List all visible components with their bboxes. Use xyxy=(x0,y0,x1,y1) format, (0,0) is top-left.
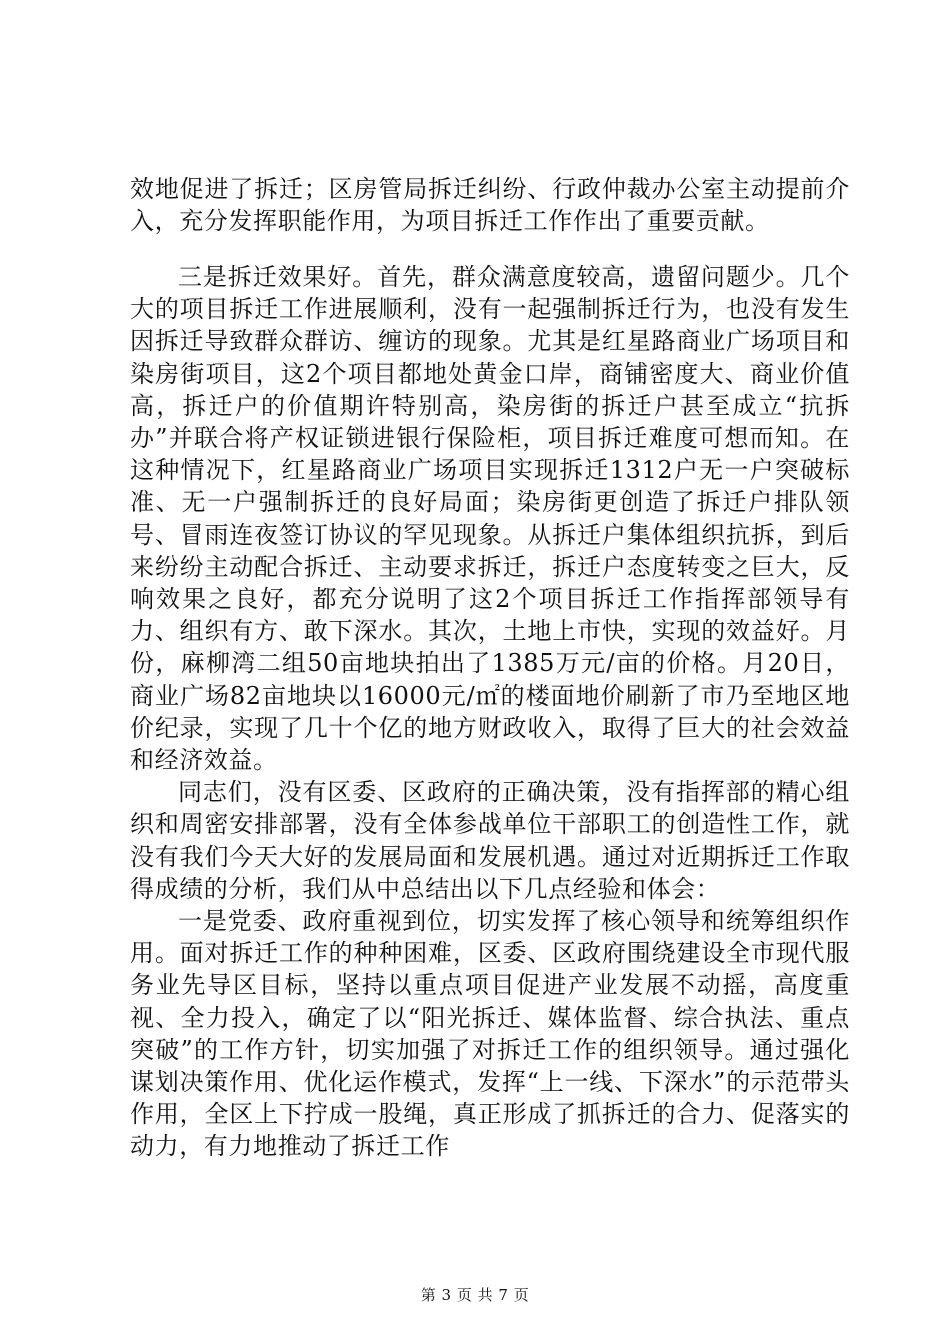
paragraph-demolition-results: 三是拆迁效果好。首先，群众满意度较高，遗留问题少。几个大的项目拆迁工作进展顺利，没有一起强制拆迁行为，也没有发生因拆迁导致群众群访、缠访的现象。尤其是红星路商业广场项目和染房街项目，这2个项目都地处黄金口岸，商铺密度大、商业价值高，拆迁户的价值期许特别高，染房街的拆迁户甚至成立“抗拆办”并联合将产权证锁进银行保险柜，项目拆迁难度可想而知。在这种情况下，红星路商业广场项目实现拆迁1312户无一户突破标准、无一户强制拆迁的良好局面；染房街更创造了拆迁户排队领号、冒雨连夜签订协议的罕见现象。从拆迁户集体组织抗拆，到后来纷纷主动配合拆迁、主动要求拆迁，拆迁户态度转变之巨大，反响效果之良好，都充分说明了这2个项目拆迁工作指挥部领导有力、组织有方、敢下深水。其次，土地上市快，实现的效益好。月份，麻柳湾二组50亩地块拍出了1385万元/亩的价格。月20日，商业广场82亩地块以16000元/㎡的楼面地价刷新了市乃至地区地价纪录，实现了几十个亿的地方财政收入，取得了巨大的社会效益和经济效益。 xyxy=(130,263,850,775)
paragraph-comrades: 同志们，没有区委、区政府的正确决策，没有指挥部的精心组织和周密安排部署，没有全体参战单位干部职工的创造性工作，就没有我们今天大好的发展局面和发展机遇。通过对近期拆迁工作取得成绩的分析，我们从中总结出以下几点经验和体会： xyxy=(130,778,850,903)
body-text-top xyxy=(130,173,850,237)
paragraph-experience-one: 一是党委、政府重视到位，切实发挥了核心领导和统筹组织作用。面对拆迁工作的种种困难，区委、区政府围绕建设全市现代服务业先导区目标，坚持以重点项目促进产业发展不动摇，高度重视、全力投入，确定了以“阳光拆迁、媒体监督、综合执法、重点突破”的工作方针，切实加强了对拆迁工作的组织领导。通过强化谋划决策作用、优化运作模式，发挥“上一线、下深水”的示范带头作用，全区上下拧成一股绳，真正形成了抓拆迁的合力、促落实的动力，有力地推动了拆迁工作 xyxy=(130,907,850,1161)
page-number-footer: 第 3 页 共 7 页 xyxy=(420,1286,530,1304)
body-text-main xyxy=(130,261,850,1163)
paragraph-continuation: 效地促进了拆迁；区房管局拆迁纠纷、行政仲裁办公室主动提前介入，充分发挥职能作用，为项目拆迁工作作出了重要贡献。 xyxy=(130,175,850,236)
